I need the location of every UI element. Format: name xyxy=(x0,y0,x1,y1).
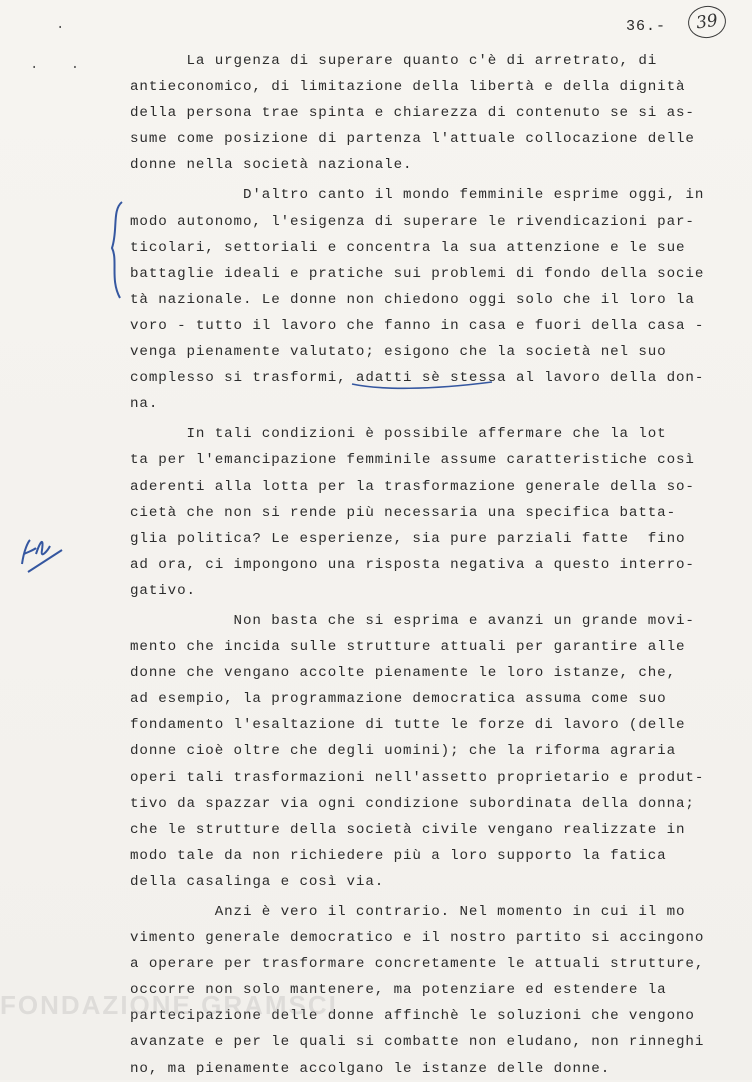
punch-marks: · · xyxy=(30,60,92,76)
paragraph-1 xyxy=(130,48,695,178)
text-line: gativo. xyxy=(130,582,196,599)
text-line: fondamento l'esaltazione di tutte le forze di lavoro (delle xyxy=(130,717,686,734)
text-line: partecipazione delle donne affinchè le soluzioni che vengono xyxy=(130,1008,695,1025)
text-line: aderenti alla lotta per la trasformazione generale della so- xyxy=(130,478,695,495)
punch-mark: · xyxy=(56,20,65,36)
text-line: tà nazionale. Le donne non chiedono oggi solo che il loro la xyxy=(130,291,695,308)
text-line: ticolari, settoriali e concentra la sua attenzione e le sue xyxy=(130,239,686,256)
text-line: a operare per trasformare concretamente le attuali strutture, xyxy=(130,956,705,973)
text-line: modo tale da non richiedere più a loro supporto la fatica xyxy=(130,847,667,864)
text-line: modo autonomo, l'esigenza di superare le rivendicazioni par- xyxy=(130,213,695,230)
text-line: battaglie ideali e pratiche sui problemi di fondo della socie xyxy=(130,265,705,282)
archive-folio-number: 39 xyxy=(686,4,728,41)
text-line: che le strutture della società civile vengano realizzate in xyxy=(130,821,686,838)
paragraph-4 xyxy=(130,608,705,895)
text-line: Non basta che si esprima e avanzi un grande movi- xyxy=(130,612,695,629)
text-line: voro - tutto il lavoro che fanno in casa e fuori della casa - xyxy=(130,317,705,334)
text-line: ad ora, ci impongono una risposta negativa a questo interro- xyxy=(130,556,695,573)
text-line: no, ma pienamente accolgano le istanze delle donne. xyxy=(130,1060,611,1077)
text-line: La urgenza di superare quanto c'è di arretrato, di xyxy=(130,53,658,69)
text-line: operi tali trasformazioni nell'assetto proprietario e produt- xyxy=(130,769,705,786)
margin-bracket-mark xyxy=(104,200,128,300)
margin-handwritten-note xyxy=(14,520,74,580)
text-line: In tali condizioni è possibile affermare che la lot xyxy=(130,426,667,443)
page-number: 36.- xyxy=(626,18,667,35)
text-line: occorre non solo mantenere, ma potenziare ed estendere la xyxy=(130,982,667,999)
text-line: tivo da spazzar via ogni condizione subordinata della donna; xyxy=(130,795,695,812)
text-line: ad esempio, la programmazione democratica assuma come suo xyxy=(130,691,667,708)
text-line: mento che incida sulle strutture attuali per garantire alle xyxy=(130,639,686,656)
text-line: della casalinga e così via. xyxy=(130,873,385,890)
archive-watermark: FONDAZIONE GRAMSCI xyxy=(0,990,338,1020)
text-line: Anzi è vero il contrario. Nel momento in cui il mo xyxy=(130,904,686,920)
text-line: venga pienamente valutato; esigono che la società nel suo xyxy=(130,344,667,361)
text-line: ta per l'emancipazione femminile assume caratteristiche così xyxy=(130,452,695,469)
text-line: na. xyxy=(130,396,159,413)
text-line: vimento generale democratico e il nostro partito si accingono xyxy=(130,930,705,947)
text-line: complesso si trasformi, adatti sè stessa al lavoro della don- xyxy=(130,370,705,387)
text-line: avanzate e per le quali si combatte non eludano, non rinneghi xyxy=(130,1034,705,1051)
text-line: donne cioè oltre che degli uomini); che la riforma agraria xyxy=(130,743,677,760)
text-line: cietà che non si rende più necessaria una specifica batta- xyxy=(130,504,677,521)
text-line: D'altro canto il mondo femminile esprime oggi, in xyxy=(130,187,705,204)
paragraph-2 xyxy=(130,182,705,417)
text-line: sume come posizione di partenza l'attuale collocazione delle xyxy=(130,131,695,148)
text-line: donne che vengano accolte pienamente le loro istanze, che, xyxy=(130,665,677,682)
text-line: antieconomico, di limitazione della libertà e della dignità xyxy=(130,79,686,96)
paragraph-3 xyxy=(130,421,695,604)
typewritten-body xyxy=(130,48,705,1082)
text-line: glia politica? Le esperienze, sia pure parziali fatte fino xyxy=(130,530,686,547)
text-line: donne nella società nazionale. xyxy=(130,157,413,174)
text-line: della persona trae spinta e chiarezza di contenuto se si as- xyxy=(130,105,695,122)
